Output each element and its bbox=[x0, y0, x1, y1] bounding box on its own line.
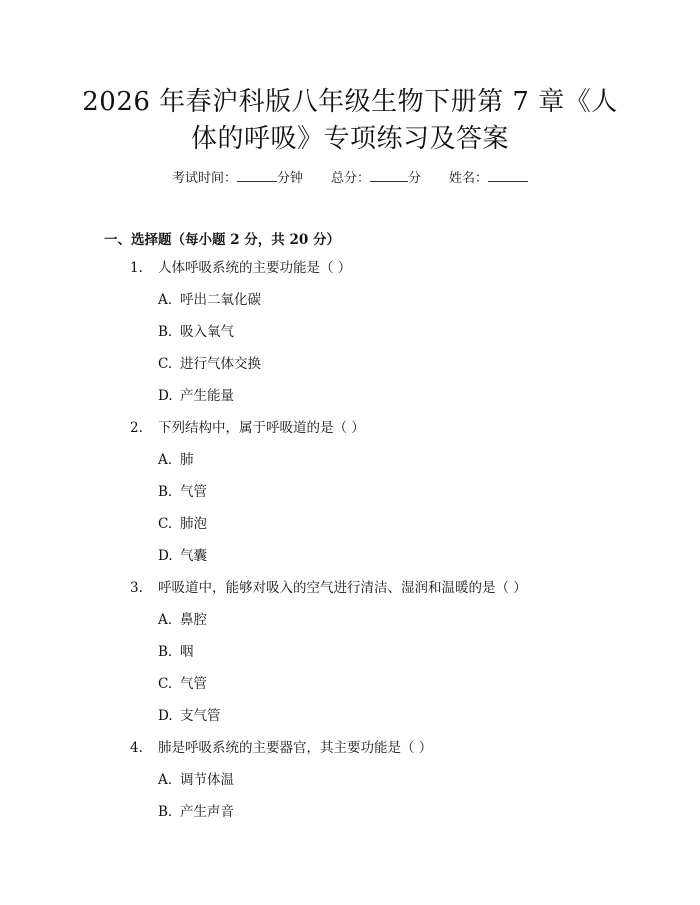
option-a bbox=[0, 290, 700, 322]
option-letter: B. bbox=[158, 804, 173, 820]
option-a bbox=[0, 610, 700, 642]
option-letter: B. bbox=[158, 324, 173, 340]
total-score-field bbox=[331, 168, 421, 189]
title-line-2: 体的呼吸》专项练习及答案 bbox=[190, 124, 509, 154]
option-letter: A. bbox=[158, 452, 173, 468]
option-text: 肺 bbox=[180, 452, 194, 468]
option-text: 产生声音 bbox=[180, 804, 234, 820]
exam-time-unit: 分钟 bbox=[276, 171, 303, 186]
question-2 bbox=[0, 418, 700, 578]
option-text: 咽 bbox=[180, 644, 194, 660]
question-stem bbox=[0, 578, 700, 610]
option-letter: C. bbox=[158, 676, 173, 692]
total-score-label: 总分： bbox=[330, 171, 370, 186]
exam-time-field bbox=[172, 168, 303, 189]
option-b bbox=[0, 802, 700, 834]
option-letter: D. bbox=[158, 548, 173, 564]
question-text: 下列结构中，属于呼吸道的是（ ） bbox=[158, 420, 365, 436]
question-stem bbox=[0, 418, 700, 450]
option-text: 支气管 bbox=[180, 708, 221, 724]
question-text: 肺是呼吸系统的主要器官，其主要功能是（ ） bbox=[158, 740, 433, 756]
option-d bbox=[0, 386, 700, 418]
question-3 bbox=[0, 578, 700, 738]
option-text: 肺泡 bbox=[180, 516, 207, 532]
question-4 bbox=[0, 738, 700, 834]
option-letter: C. bbox=[158, 356, 173, 372]
option-a bbox=[0, 450, 700, 482]
exam-time-blank bbox=[237, 168, 277, 182]
option-letter: D. bbox=[158, 708, 173, 724]
option-letter: A. bbox=[158, 772, 173, 788]
document-title bbox=[60, 84, 640, 158]
option-letter: C. bbox=[158, 516, 173, 532]
option-letter: D. bbox=[158, 388, 173, 404]
option-letter: A. bbox=[158, 612, 173, 628]
option-c bbox=[0, 514, 700, 546]
option-text: 气管 bbox=[180, 484, 207, 500]
option-text: 进行气体交换 bbox=[180, 356, 261, 372]
question-number: 4. bbox=[130, 740, 143, 756]
option-text: 气囊 bbox=[180, 548, 207, 564]
question-1 bbox=[0, 258, 700, 418]
option-letter: A. bbox=[158, 292, 173, 308]
question-text: 人体呼吸系统的主要功能是（ ） bbox=[158, 260, 352, 276]
option-c bbox=[0, 354, 700, 386]
option-text: 气管 bbox=[180, 676, 207, 692]
question-stem bbox=[0, 258, 700, 290]
option-c bbox=[0, 674, 700, 706]
question-number: 1. bbox=[130, 260, 143, 276]
exam-time-label: 考试时间： bbox=[171, 171, 237, 186]
student-name-field bbox=[449, 168, 528, 189]
option-b bbox=[0, 322, 700, 354]
section-header: 一、选择题（每小题 2 分，共 20 分） bbox=[104, 232, 340, 248]
option-b bbox=[0, 642, 700, 674]
option-d bbox=[0, 546, 700, 578]
question-list bbox=[0, 258, 700, 834]
title-line-1: 2026 年春沪科版八年级生物下册第 7 章《人 bbox=[82, 87, 618, 117]
option-a bbox=[0, 770, 700, 802]
student-name-label: 姓名： bbox=[449, 171, 489, 186]
option-text: 鼻腔 bbox=[180, 612, 207, 628]
option-text: 产生能量 bbox=[180, 388, 234, 404]
total-score-blank bbox=[370, 168, 408, 182]
question-number: 3. bbox=[130, 580, 143, 596]
option-d bbox=[0, 706, 700, 738]
question-stem bbox=[0, 738, 700, 770]
total-score-unit: 分 bbox=[408, 171, 422, 186]
student-name-blank bbox=[488, 168, 528, 182]
option-b bbox=[0, 482, 700, 514]
question-text: 呼吸道中，能够对吸入的空气进行清洁、湿润和温暖的是（ ） bbox=[158, 580, 527, 596]
option-letter: B. bbox=[158, 484, 173, 500]
option-text: 呼出二氧化碳 bbox=[180, 292, 261, 308]
question-number: 2. bbox=[130, 420, 143, 436]
option-text: 吸入氧气 bbox=[180, 324, 234, 340]
option-letter: B. bbox=[158, 644, 173, 660]
exam-info-row bbox=[0, 168, 700, 189]
option-text: 调节体温 bbox=[180, 772, 234, 788]
